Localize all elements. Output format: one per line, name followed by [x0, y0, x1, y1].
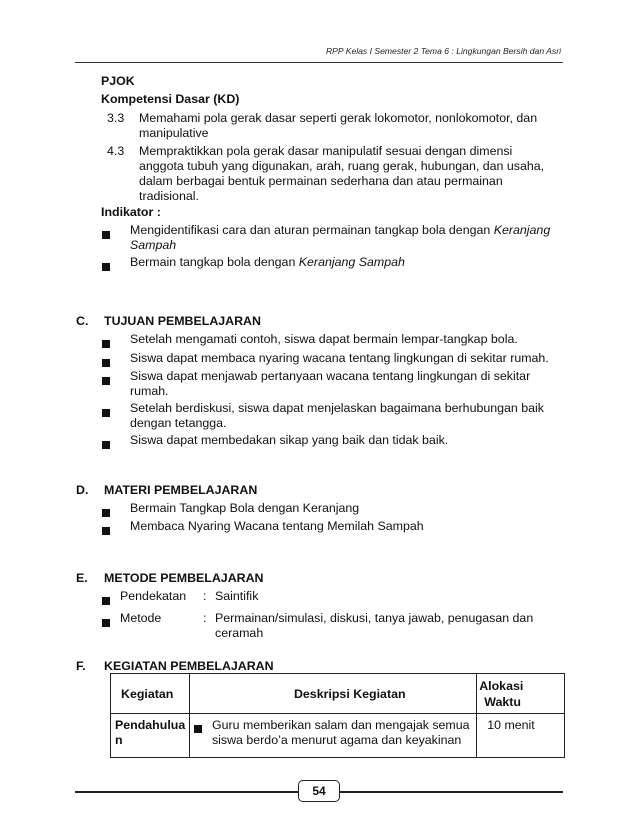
section-title: TUJUAN PEMBELAJARAN	[104, 314, 261, 328]
page-number: 54	[298, 780, 340, 802]
square-bullet-icon	[102, 592, 110, 610]
table-row	[111, 714, 565, 758]
metode-label: Pendekatan	[120, 589, 187, 603]
header-deskripsi: Deskripsi Kegiatan	[189, 674, 476, 714]
square-bullet-icon	[102, 614, 110, 632]
section-letter: E.	[76, 571, 88, 585]
section-title: METODE PEMBELAJARAN	[104, 571, 264, 585]
metode-value: Saintifik	[215, 589, 259, 603]
tujuan-item: Siswa dapat menjawab pertanyaan wacana tentang lingkungan di sekitar	[130, 369, 531, 383]
kegiatan-table	[110, 673, 565, 758]
square-bullet-icon	[102, 504, 110, 522]
section-title: KEGIATAN PEMBELAJARAN	[104, 659, 274, 673]
section-letter: D.	[76, 483, 89, 497]
kd-text-line: Memahami pola gerak dasar seperti gerak lokomotor, nonlokomotor, dan	[139, 111, 538, 125]
square-bullet-icon	[194, 722, 202, 737]
section-title: MATERI PEMBELAJARAN	[104, 483, 258, 497]
square-bullet-icon	[102, 404, 110, 422]
square-bullet-icon	[102, 258, 110, 276]
indikator-item: Bermain tangkap bola dengan Keranjang Sampah	[130, 255, 405, 269]
kd-number: 3.3	[107, 111, 125, 125]
square-bullet-icon	[102, 372, 110, 390]
square-bullet-icon	[102, 522, 110, 540]
square-bullet-icon	[102, 436, 110, 454]
tujuan-item-line2: rumah.	[130, 384, 169, 398]
header-kegiatan: Kegiatan	[111, 674, 190, 714]
metode-separator: :	[203, 589, 207, 603]
tujuan-item: Siswa dapat membedakan sikap yang baik dan tidak baik.	[130, 433, 449, 447]
kd-text-line: Mempraktikkan pola gerak dasar manipulatif sesuai dengan dimensi	[139, 144, 513, 158]
footer-rule-right	[340, 791, 563, 793]
square-bullet-icon	[102, 354, 110, 372]
kd-text-line: anggota tubuh yang digunakan, arah, ruang gerak, hubungan, dan usaha,	[139, 159, 545, 173]
metode-separator: :	[203, 611, 207, 625]
materi-item: Membaca Nyaring Wacana tentang Memilah Sampah	[130, 519, 424, 533]
tujuan-item: Siswa dapat membaca nyaring wacana tentang lingkungan di sekitar rumah.	[130, 351, 549, 365]
header-alokasi: Alokasi Waktu	[477, 674, 565, 714]
footer-rule-left	[75, 791, 299, 793]
cell-waktu: 10 menit	[477, 714, 565, 758]
metode-label: Metode	[120, 611, 162, 625]
cell-kegiatan: Pendahulua n	[111, 714, 190, 758]
header-rule	[75, 62, 563, 63]
kd-number: 4.3	[107, 144, 125, 158]
metode-value-line2: ceramah	[215, 626, 264, 640]
tujuan-item: Setelah berdiskusi, siswa dapat menjelaskan bagaimana berhubungan baik	[130, 401, 544, 415]
cell-deskripsi: Guru memberikan salam dan mengajak semua siswa berdo’a menurut agama dan keyakinan	[189, 714, 476, 758]
kd-text-line: dalam berbagai bentuk permainan sederhana dan atau permainan	[139, 174, 503, 188]
square-bullet-icon	[102, 335, 110, 353]
section-letter: C.	[76, 314, 89, 328]
section-letter: F.	[76, 659, 86, 673]
kd-text-line: tradisional.	[139, 189, 199, 203]
indikator-item: Mengidentifikasi cara dan aturan permainan tangkap bola dengan Keranjang	[130, 223, 551, 237]
running-header: RPP Kelas I Semester 2 Tema 6 : Lingkungan Bersih dan Asri	[325, 46, 561, 56]
pjok-title: PJOK	[101, 74, 135, 88]
kd-title: Kompetensi Dasar (KD)	[101, 92, 240, 106]
materi-item: Bermain Tangkap Bola dengan Keranjang	[130, 501, 360, 515]
tujuan-item: Setelah mengamati contoh, siswa dapat bermain lempar-tangkap bola.	[130, 332, 518, 346]
metode-value: Permainan/simulasi, diskusi, tanya jawab, penugasan dan	[215, 611, 534, 625]
tujuan-item-line2: dengan tetangga.	[130, 416, 227, 430]
square-bullet-icon	[102, 226, 110, 244]
table-header-row	[111, 674, 565, 714]
kd-text-line: manipulative	[139, 126, 209, 140]
indikator-title: Indikator :	[101, 205, 161, 219]
indikator-item-line2: Sampah	[130, 238, 177, 252]
